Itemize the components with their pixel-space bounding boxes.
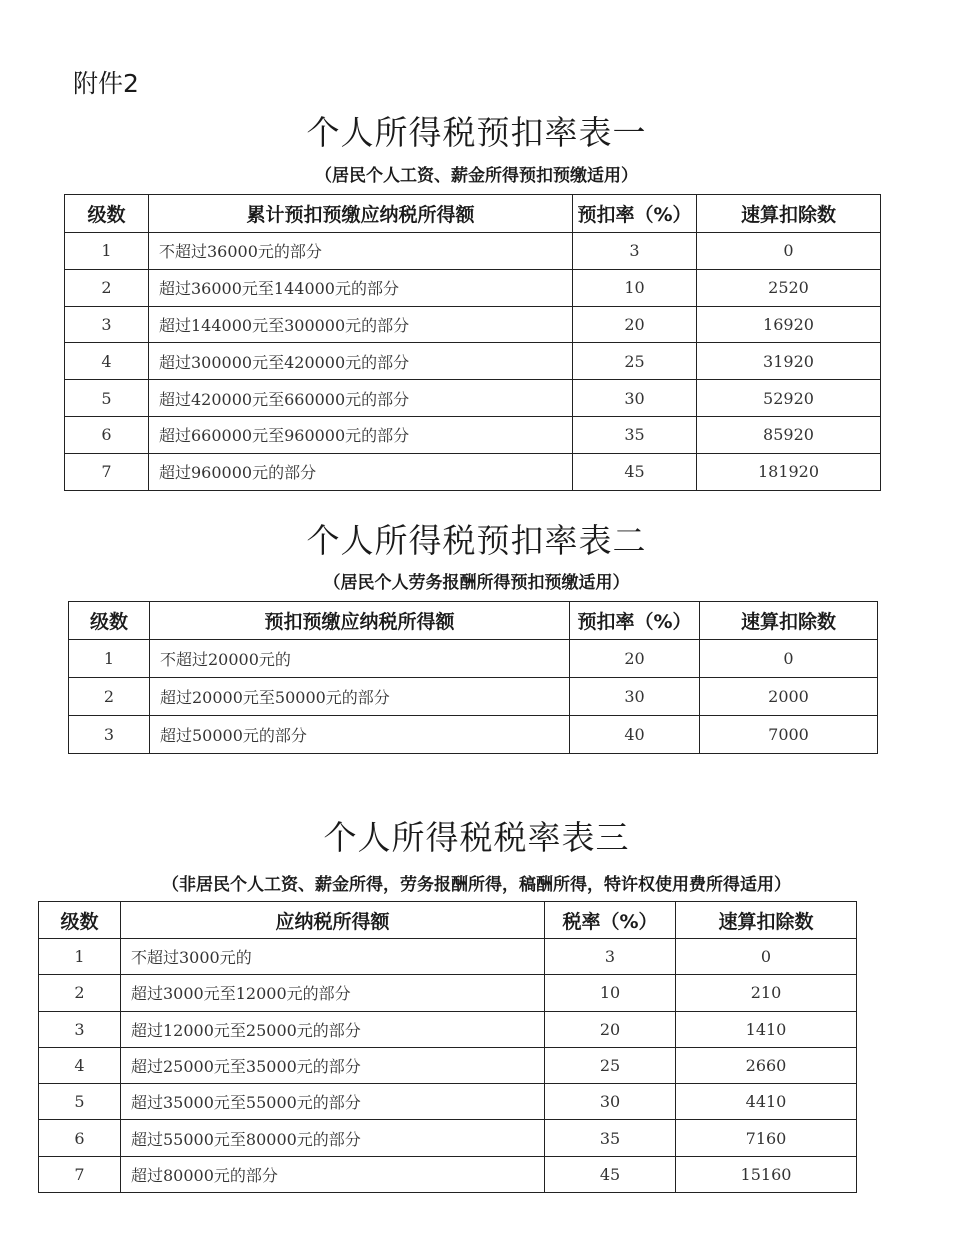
cell-rate: 40 [570,716,700,754]
cell-level: 5 [39,1084,121,1120]
header-rate: 税率（%） [545,902,676,939]
header-level: 级数 [69,602,150,640]
table-header-row [69,602,878,640]
cell-quick-deduction: 15160 [676,1156,857,1192]
cell-income-range: 超过3000元至12000元的部分 [121,975,545,1011]
cell-rate: 10 [545,975,676,1011]
cell-quick-deduction: 4410 [676,1084,857,1120]
cell-level: 7 [65,453,149,490]
cell-quick-deduction: 7160 [676,1120,857,1156]
header-rate: 预扣率（%） [573,195,697,233]
cell-level: 6 [39,1120,121,1156]
cell-rate: 30 [570,678,700,716]
cell-income-range: 超过25000元至35000元的部分 [121,1047,545,1083]
cell-quick-deduction: 210 [676,975,857,1011]
table-1-title: 个人所得税预扣率表一 [306,113,647,152]
header-rate: 预扣率（%） [570,602,700,640]
cell-income-range: 超过36000元至144000元的部分 [149,269,573,306]
header-quick-deduction: 速算扣除数 [697,195,881,233]
cell-income-range: 超过300000元至420000元的部分 [149,343,573,380]
table-header-row [39,902,857,939]
header-level: 级数 [65,195,149,233]
table-row [65,306,881,343]
table-3-subtitle: （非居民个人工资、薪金所得，劳务报酬所得，稿酬所得，特许权使用费所得适用） [162,875,791,895]
table-row [39,1084,857,1120]
table-row [39,1156,857,1192]
cell-income-range: 超过80000元的部分 [121,1156,545,1192]
tax-table-1 [64,194,881,491]
header-income-range: 应纳税所得额 [121,902,545,939]
table-row [65,269,881,306]
cell-income-range: 超过144000元至300000元的部分 [149,306,573,343]
cell-rate: 35 [573,416,697,453]
table-row [65,380,881,417]
table-row [39,1047,857,1083]
table-row [65,453,881,490]
cell-quick-deduction: 52920 [697,380,881,417]
cell-level: 1 [39,939,121,975]
cell-income-range: 超过50000元的部分 [150,716,570,754]
table-row [65,416,881,453]
cell-quick-deduction: 1410 [676,1011,857,1047]
cell-rate: 30 [545,1084,676,1120]
cell-rate: 35 [545,1120,676,1156]
cell-level: 4 [65,343,149,380]
cell-rate: 30 [573,380,697,417]
table-header-row [65,195,881,233]
table-3-title: 个人所得税税率表三 [323,818,630,857]
cell-quick-deduction: 0 [697,233,881,270]
cell-rate: 20 [545,1011,676,1047]
cell-rate: 3 [573,233,697,270]
cell-quick-deduction: 0 [676,939,857,975]
cell-level: 1 [69,640,150,678]
cell-quick-deduction: 0 [700,640,878,678]
table-row [69,678,878,716]
cell-level: 1 [65,233,149,270]
header-income-range: 预扣预缴应纳税所得额 [150,602,570,640]
table-2-subtitle: （居民个人劳务报酬所得预扣预缴适用） [323,573,630,593]
header-quick-deduction: 速算扣除数 [700,602,878,640]
cell-level: 7 [39,1156,121,1192]
cell-rate: 3 [545,939,676,975]
header-level: 级数 [39,902,121,939]
table-2-title: 个人所得税预扣率表二 [306,521,647,560]
table-row [69,640,878,678]
cell-level: 6 [65,416,149,453]
cell-quick-deduction: 16920 [697,306,881,343]
cell-level: 5 [65,380,149,417]
cell-income-range: 不超过20000元的 [150,640,570,678]
cell-rate: 25 [573,343,697,380]
cell-rate: 20 [570,640,700,678]
cell-income-range: 不超过3000元的 [121,939,545,975]
cell-income-range: 不超过36000元的部分 [149,233,573,270]
table-row [39,1011,857,1047]
cell-quick-deduction: 181920 [697,453,881,490]
cell-rate: 20 [573,306,697,343]
header-quick-deduction: 速算扣除数 [676,902,857,939]
cell-level: 2 [65,269,149,306]
cell-quick-deduction: 2660 [676,1047,857,1083]
cell-quick-deduction: 2000 [700,678,878,716]
table-row [65,343,881,380]
tax-table-2 [68,601,878,754]
cell-income-range: 超过960000元的部分 [149,453,573,490]
cell-quick-deduction: 31920 [697,343,881,380]
header-income-range: 累计预扣预缴应纳税所得额 [149,195,573,233]
cell-rate: 45 [545,1156,676,1192]
table-row [39,975,857,1011]
cell-income-range: 超过12000元至25000元的部分 [121,1011,545,1047]
cell-level: 4 [39,1047,121,1083]
table-row [65,233,881,270]
cell-level: 2 [69,678,150,716]
cell-rate: 45 [573,453,697,490]
cell-quick-deduction: 7000 [700,716,878,754]
cell-quick-deduction: 85920 [697,416,881,453]
tax-table-3 [38,901,857,1193]
cell-rate: 10 [573,269,697,306]
cell-level: 2 [39,975,121,1011]
cell-quick-deduction: 2520 [697,269,881,306]
cell-rate: 25 [545,1047,676,1083]
cell-level: 3 [39,1011,121,1047]
table-1-subtitle: （居民个人工资、薪金所得预扣预缴适用） [315,166,638,186]
cell-income-range: 超过660000元至960000元的部分 [149,416,573,453]
table-row [69,716,878,754]
attachment-label: 附件2 [73,69,139,98]
table-row [39,939,857,975]
cell-income-range: 超过420000元至660000元的部分 [149,380,573,417]
cell-income-range: 超过55000元至80000元的部分 [121,1120,545,1156]
cell-income-range: 超过20000元至50000元的部分 [150,678,570,716]
cell-level: 3 [69,716,150,754]
cell-income-range: 超过35000元至55000元的部分 [121,1084,545,1120]
table-row [39,1120,857,1156]
cell-level: 3 [65,306,149,343]
